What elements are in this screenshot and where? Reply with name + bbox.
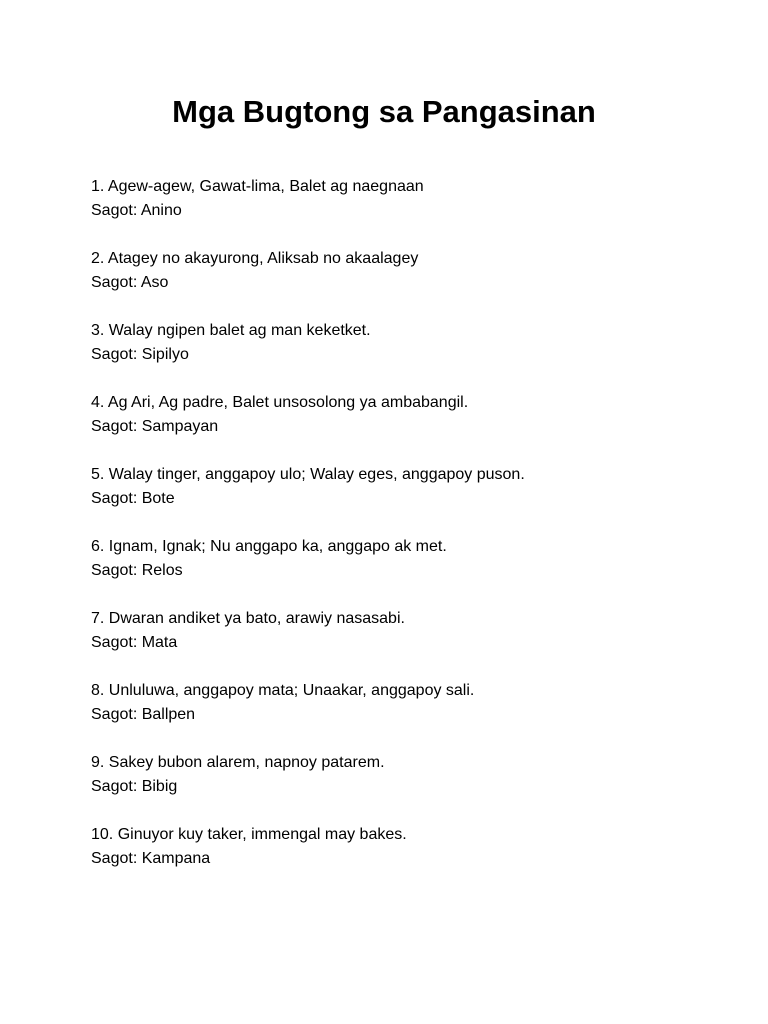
riddle-item — [91, 319, 731, 367]
riddle-answer: Sagot: Aso — [91, 274, 169, 291]
riddle-item — [91, 463, 731, 511]
riddle-item — [91, 679, 731, 727]
riddle-question: 7. Dwaran andiket ya bato, arawiy nasasabi. — [91, 610, 405, 627]
riddle-answer: Sagot: Relos — [91, 562, 183, 579]
riddle-question: 10. Ginuyor kuy taker, immengal may bakes. — [91, 826, 407, 843]
riddle-question: 1. Agew-agew, Gawat-lima, Balet ag naegnaan — [91, 178, 424, 195]
riddle-answer: Sagot: Mata — [91, 634, 178, 651]
riddle-item — [91, 175, 731, 223]
riddle-answer: Sagot: Bote — [91, 490, 175, 507]
riddle-question: 6. Ignam, Ignak; Nu anggapo ka, anggapo ak met. — [91, 538, 447, 555]
riddle-item — [91, 823, 731, 871]
riddle-item — [91, 391, 731, 439]
riddle-answer: Sagot: Bibig — [91, 778, 178, 795]
riddle-question: 9. Sakey bubon alarem, napnoy patarem. — [91, 754, 385, 771]
page-title: Mga Bugtong sa Pangasinan — [172, 94, 596, 129]
riddle-answer: Sagot: Sipilyo — [91, 346, 189, 363]
riddle-question: 3. Walay ngipen balet ag man keketket. — [91, 322, 371, 339]
riddle-answer: Sagot: Ballpen — [91, 706, 196, 723]
riddle-question: 8. Unluluwa, anggapoy mata; Unaakar, anggapoy sali. — [91, 682, 475, 699]
riddle-question: 4. Ag Ari, Ag padre, Balet unsosolong ya ambabangil. — [91, 394, 469, 411]
riddle-question: 2. Atagey no akayurong, Aliksab no akaalagey — [91, 250, 419, 267]
riddle-item — [91, 535, 731, 583]
riddle-item — [91, 607, 731, 655]
riddle-question: 5. Walay tinger, anggapoy ulo; Walay eges, anggapoy puson. — [91, 466, 525, 483]
riddle-list — [91, 175, 731, 895]
riddle-answer: Sagot: Sampayan — [91, 418, 219, 435]
riddle-answer: Sagot: Kampana — [91, 850, 211, 867]
riddle-item — [91, 751, 731, 799]
riddle-item — [91, 247, 731, 295]
riddle-answer: Sagot: Anino — [91, 202, 182, 219]
